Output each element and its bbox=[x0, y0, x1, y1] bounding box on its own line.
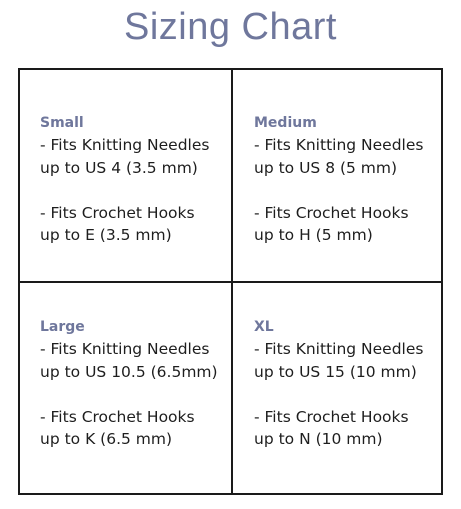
sizing-grid bbox=[18, 68, 443, 495]
hooks-text: - Fits Crochet Hooks bbox=[254, 203, 409, 222]
hooks-text: - Fits Crochet Hooks bbox=[40, 203, 195, 222]
page-title: Sizing Chart bbox=[124, 6, 337, 48]
needles-text: - Fits Knitting Needles bbox=[40, 340, 210, 358]
size-cell-xl bbox=[254, 316, 454, 451]
size-cell-large bbox=[40, 316, 240, 451]
size-name: Small bbox=[40, 115, 84, 131]
size-cell-medium bbox=[254, 112, 454, 247]
hooks-text: - Fits Crochet Hooks bbox=[40, 407, 195, 426]
size-name: Large bbox=[40, 319, 85, 335]
needles-size: up to US 15 (10 mm) bbox=[254, 362, 417, 381]
needles-text: - Fits Knitting Needles bbox=[254, 136, 424, 154]
hooks-size: up to H (5 mm) bbox=[254, 226, 373, 244]
needles-size: up to US 10.5 (6.5mm) bbox=[40, 362, 218, 381]
hooks-size: up to K (6.5 mm) bbox=[40, 430, 173, 448]
needles-text: - Fits Knitting Needles bbox=[254, 340, 424, 358]
needles-size: up to US 4 (3.5 mm) bbox=[40, 158, 198, 177]
hooks-text: - Fits Crochet Hooks bbox=[254, 407, 409, 426]
needles-size: up to US 8 (5 mm) bbox=[254, 158, 398, 177]
grid-divider-horizontal bbox=[20, 281, 441, 283]
hooks-size: up to N (10 mm) bbox=[254, 430, 383, 448]
size-name: XL bbox=[254, 319, 274, 335]
needles-text: - Fits Knitting Needles bbox=[40, 136, 210, 154]
size-cell-small bbox=[40, 112, 240, 247]
hooks-size: up to E (3.5 mm) bbox=[40, 226, 172, 244]
size-name: Medium bbox=[254, 115, 317, 131]
